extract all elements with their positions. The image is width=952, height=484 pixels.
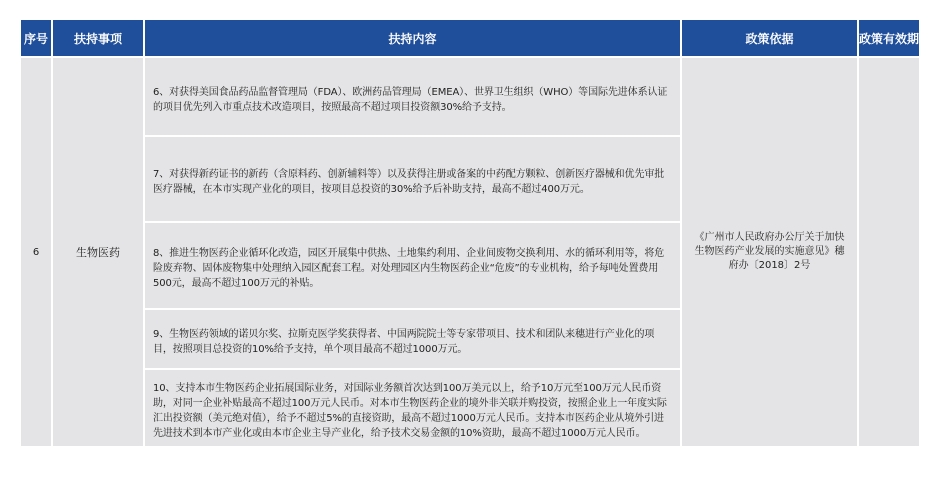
header-content: 扶持内容 [145, 20, 680, 56]
row-item: 生物医药 [76, 245, 120, 259]
content-item-10 [145, 370, 680, 446]
validity-cell [859, 58, 919, 446]
header-basis: 政策依据 [682, 20, 857, 56]
row-seq-cell [21, 58, 51, 446]
content-text-10: 10、支持本市生物医药企业拓展国际业务，对国际业务额首次达到100万美元以上，给予10万元至100万元人民币资助，对同一企业补贴最高不超过100万元人民币。对本市生物医药企业的境外非关联并购投资，按照企业上一年度实际汇出投资额（美元绝对值），给予不超过5%的直接资助，最高不超过1000万元人民币。支持本市医药企业从境外引进先进技术到本市产业化或由本市企业主导产业化，给予技术交易金额的10%资助，最高不超过1000万元人民币。 [153, 383, 667, 439]
header-validity: 政策有效期 [859, 20, 919, 56]
content-item-9 [145, 310, 680, 368]
header-seq: 序号 [21, 20, 51, 56]
content-item-7 [145, 137, 680, 221]
basis-text: 《广州市人民政府办公厅关于加快生物医药产业发展的实施意见》穗府办〔2018〕2号 [694, 232, 845, 271]
policy-table [21, 20, 919, 446]
header-item: 扶持事项 [53, 20, 143, 56]
basis-cell [682, 58, 857, 446]
content-text-6: 6、对获得美国食品药品监督管理局（FDA）、欧洲药品管理局（EMEA）、世界卫生组织（WHO）等国际先进体系认证的项目优先列入市重点技术改造项目，按照最高不超过项目投资额30%给予支持。 [153, 86, 668, 113]
content-text-7: 7、对获得新药证书的新药（含原料药、创新辅料等）以及获得注册或备案的中药配方颗粒、创新医疗器械和优先审批医疗器械，在本市实现产业化的项目，按项目总投资的30%给予后补助支持，最高不超过400万元。 [153, 169, 665, 195]
row-seq: 6 [32, 246, 40, 258]
content-item-6 [145, 58, 680, 135]
row-item-cell [53, 58, 143, 446]
content-text-9: 9、生物医药领域的诺贝尔奖、拉斯克医学奖获得者、中国两院院士等专家带项目、技术和团队来穗进行产业化的项目，按照项目总投资的10%给予支持，单个项目最高不超过1000万元。 [153, 329, 655, 355]
content-item-8 [145, 223, 680, 308]
content-text-8: 8、推进生物医药企业循环化改造，园区开展集中供热、土地集约利用、企业间废物交换利用、水的循环利用等，将危险废弃物、固体废物集中处理纳入园区配套工程。对处理园区内生物医药企业“危废”的专业机构，给予每吨处置费用500元，最高不超过100万元的补贴。 [153, 248, 665, 289]
